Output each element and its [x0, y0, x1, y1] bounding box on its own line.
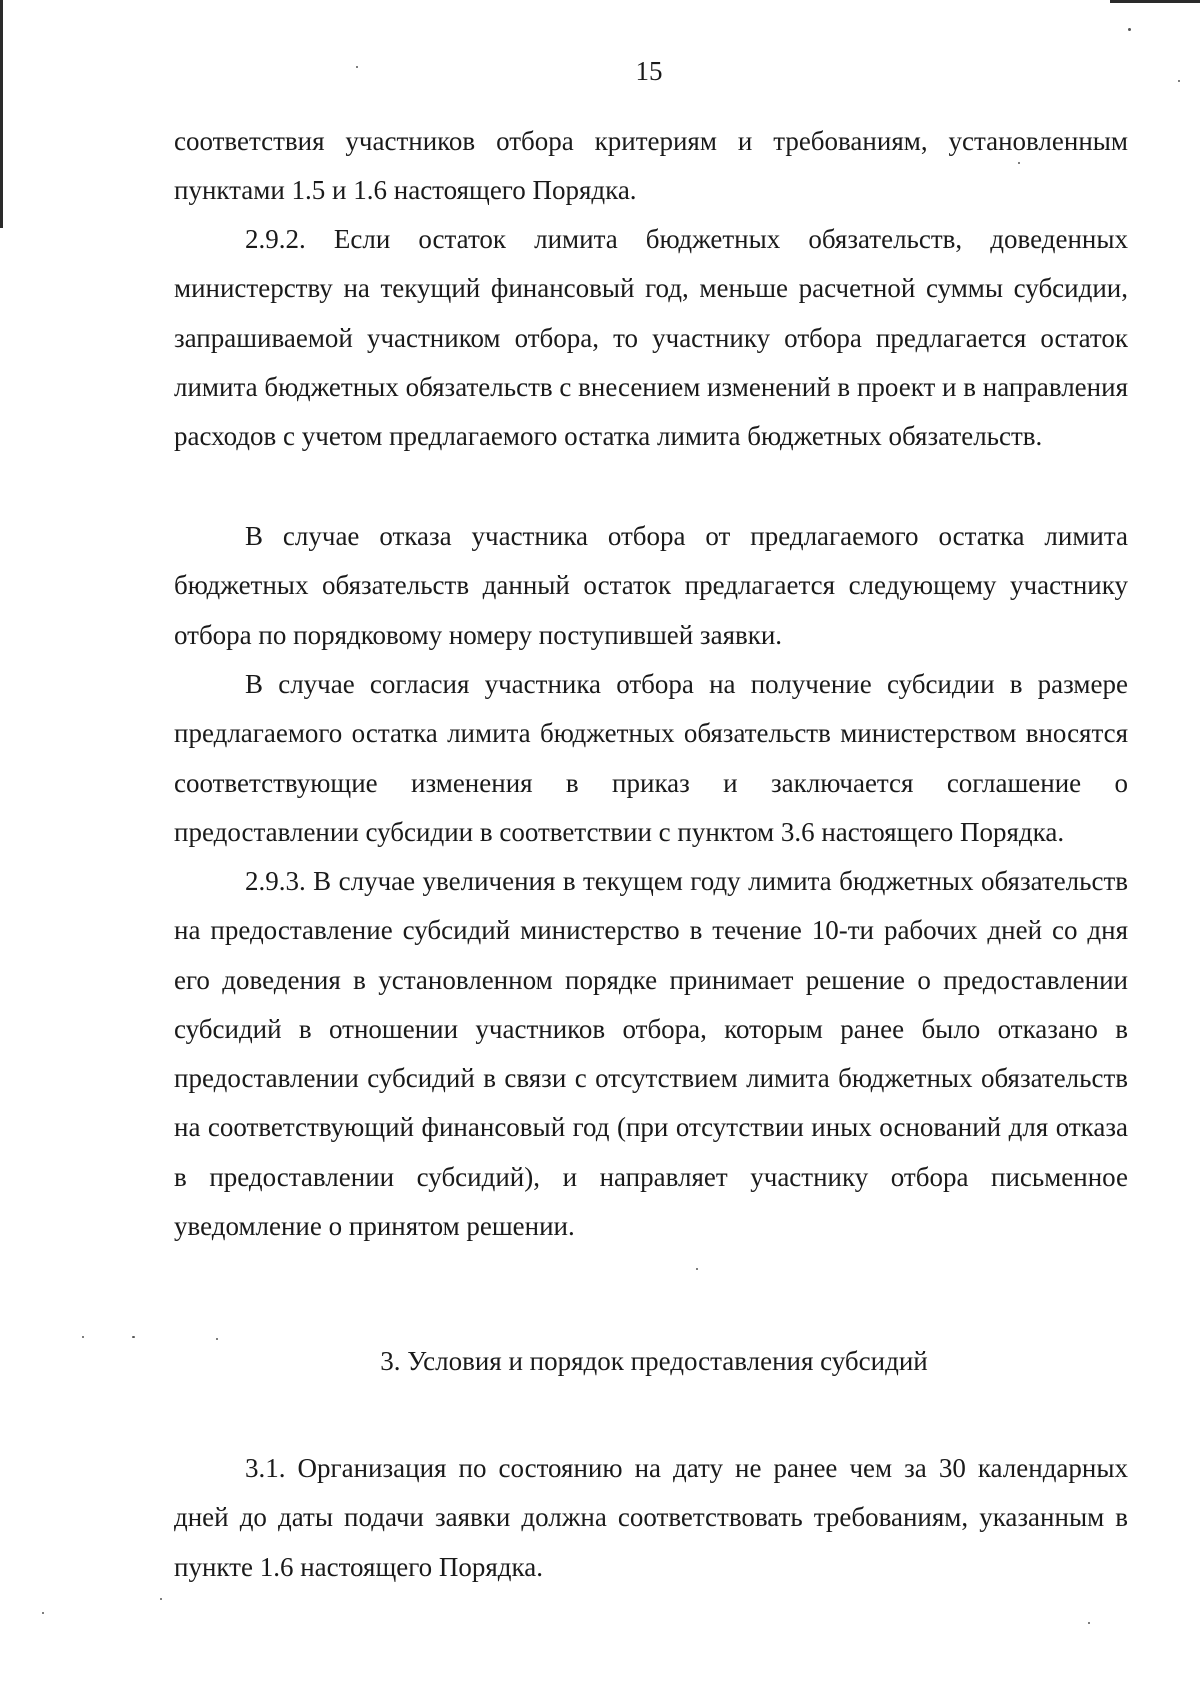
scan-speck: [1128, 28, 1131, 31]
scan-speck: [696, 1268, 698, 1270]
paragraph-refusal: [174, 512, 1128, 660]
paragraph-2-9-2: [174, 215, 1128, 461]
scan-speck: [160, 1598, 162, 1600]
scan-top-edge: [1110, 0, 1200, 3]
paragraph-3-1: [174, 1444, 1128, 1592]
paragraph-text: В случае согласия участника отбора на получение субсидии в размере предлагаемого остатка лимита бюджетных обязательств министерством вносятся соответствующие изменения в приказ и заключается соглашение о предоставлении субсидии в соответствии с пунктом 3.6 настоящего Порядка.: [174, 669, 1128, 847]
scan-speck: [1018, 162, 1020, 164]
scan-speck: [216, 1338, 218, 1340]
scan-left-edge: [0, 0, 3, 228]
paragraph-text: В случае отказа участника отбора от предлагаемого остатка лимита бюджетных обязательств данный остаток предлагается следующему участнику отбора по порядковому номеру поступившей заявки.: [174, 521, 1128, 650]
scan-speck: [42, 1612, 44, 1614]
scan-speck: [1178, 80, 1180, 82]
scan-speck: [82, 1336, 84, 1338]
paragraph-text: соответствия участников отбора критериям и требованиям, установленным пунктами 1.5 и 1.6 настоящего Порядка.: [174, 126, 1128, 206]
paragraph-continuation: [174, 117, 1128, 216]
section-heading: 3. Условия и порядок предоставления субсидий: [380, 1346, 928, 1376]
scan-speck: [1088, 1622, 1090, 1624]
page-number: 15: [635, 56, 663, 86]
paragraph-text: 2.9.3. В случае увеличения в текущем году лимита бюджетных обязательств на предоставление субсидий министерство в течение 10-ти рабочих дней со дня его доведения в установленном порядке принимает решение о предоставлении субсидий в отношении участников отбора, которым ранее было отказано в предоставлении субсидий в связи с отсутствием лимита бюджетных обязательств на соответствующий финансовый год (при отсутствии иных оснований для отказа в предоставлении субсидий), и направляет участнику отбора письменное уведомление о принятом решении.: [174, 866, 1128, 1242]
scan-speck: [132, 1336, 135, 1338]
scan-speck: [356, 66, 358, 68]
paragraph-consent: [174, 660, 1128, 857]
paragraph-2-9-3: [174, 857, 1128, 1251]
paragraph-text: 3.1. Организация по состоянию на дату не ранее чем за 30 календарных дней до даты подачи заявки должна соответствовать требованиям, указанным в пункте 1.6 настоящего Порядка.: [174, 1453, 1128, 1582]
paragraph-text: 2.9.2. Если остаток лимита бюджетных обязательств, доведенных министерству на текущий финансовый год, меньше расчетной суммы субсидии, запрашиваемой участником отбора, то участнику отбора предлагается остаток лимита бюджетных обязательств с внесением изменений в проект и в направления расходов с учетом предлагаемого остатка лимита бюджетных обязательств.: [174, 224, 1128, 452]
